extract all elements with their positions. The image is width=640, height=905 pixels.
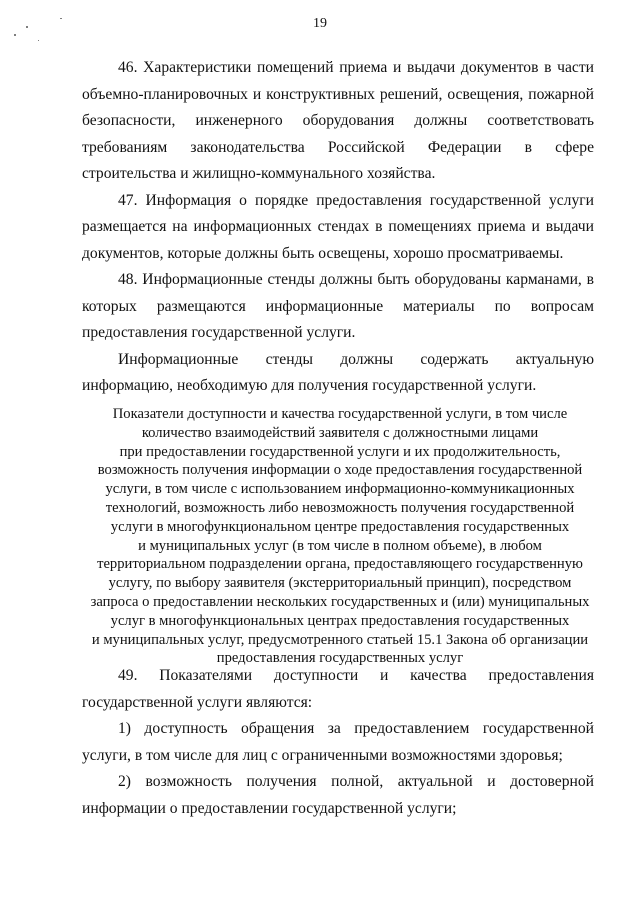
scan-speck [38,40,39,41]
list-item-2: 2) возможность получения полной, актуальной и достоверной информации о предоставлении государственной услуги; [82,773,594,817]
paragraph-48: 48. Информационные стенды должны быть оборудованы карманами, в которых размещаются информационные материалы по вопросам предоставления государственной услуги. [82,271,594,341]
paragraph-stands: Информационные стенды должны содержать актуальную информацию, необходимую для получения государственной услуги. [82,350,594,394]
heading-line: услуг в многофункциональных центрах предоставления государственных [110,612,570,629]
heading-line: предоставления государственных услуг [216,650,464,667]
heading-line: возможность получения информации о ходе предоставления государственной [97,462,583,479]
scan-speck [14,34,16,36]
paragraph-49: 49. Показателями доступности и качества предоставления государственной услуги являются: [82,667,594,711]
body-section-a [82,55,594,400]
heading-line: при предоставлении государственной услуги и их продолжительность, [119,443,561,460]
paragraph-46: 46. Характеристики помещений приема и выдачи документов в части объемно-планировочных и конструктивных решений, освещения, пожарной безопасности, инженерного оборудования должны соответствовать требованиям законодательства Российской Федерации в сфере строительства и жилищно-коммунального хозяйства. [82,59,594,182]
heading-line: технологий, возможность либо невозможность получения государственной [105,499,575,516]
heading-line: услуги в многофункциональном центре предоставления государственных [110,518,570,535]
scan-speck [60,18,62,19]
body-section-b [82,663,594,822]
heading-line: услуги, в том числе с использованием информационно-коммуникационных [105,481,575,498]
page-number: 19 [313,16,327,31]
heading-line: количество взаимодействий заявителя с должностными лицами [141,424,539,441]
heading-line: и муниципальных услуг (в том числе в полном объеме), в любом [138,537,542,554]
paragraph-47: 47. Информация о порядке предоставления государственной услуги размещается на информационных стендах в помещениях приема и выдачи документов, которые должны быть освещены, хорошо просматриваемы. [82,191,594,262]
heading-line: услугу, по выбору заявителя (экстерриториальный принцип), посредством [108,575,572,592]
heading-line: и муниципальных услуг, предусмотренного статьей 15.1 Закона об организации [91,631,589,648]
heading-line: территориальном подразделении органа, предоставляющего государственную [97,556,583,573]
scan-speck [26,26,28,28]
heading-line: запроса о предоставлении нескольких государственных и (или) муниципальных [90,593,590,610]
list-item-1: 1) доступность обращения за предоставлением государственной услуги, в том числе для лиц с ограниченными возможностями здоровья; [82,720,594,764]
section-heading [70,405,610,668]
heading-line: Показатели доступности и качества государственной услуги, в том числе [112,406,568,422]
